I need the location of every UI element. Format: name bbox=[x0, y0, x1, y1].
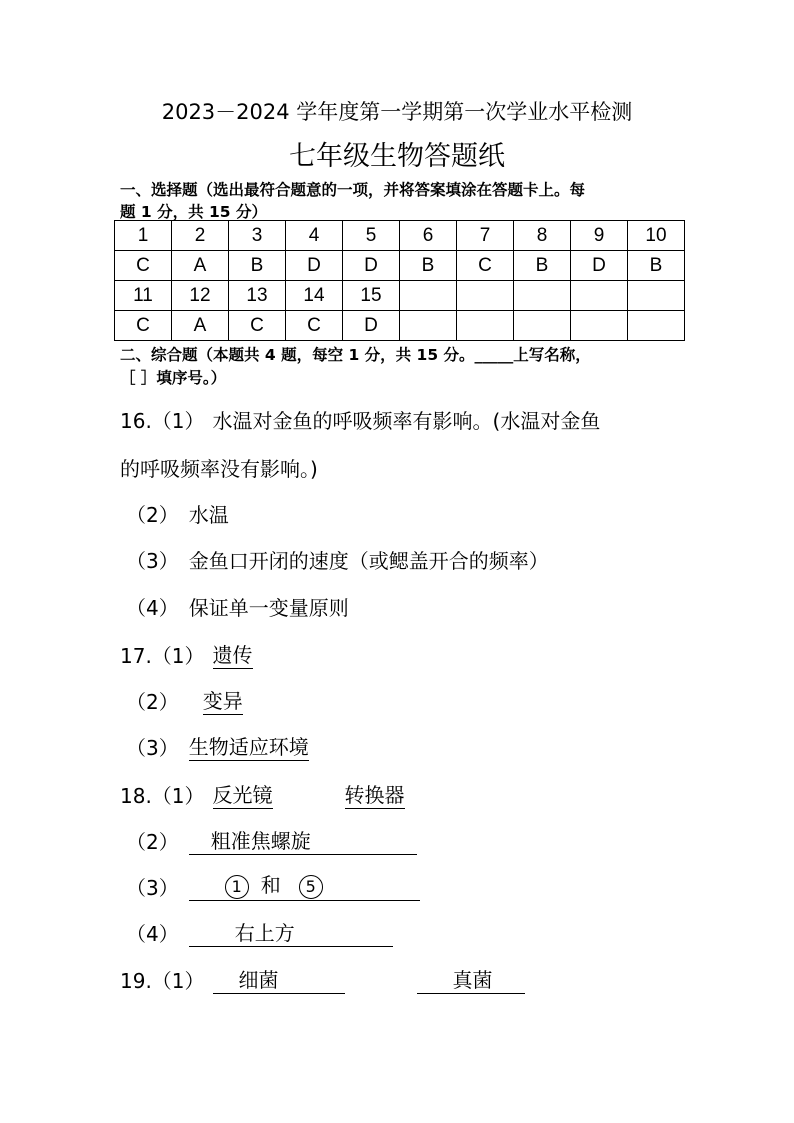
table-cell: 9 bbox=[571, 221, 628, 251]
circled-number-1: 1 bbox=[225, 875, 249, 899]
table-cell bbox=[400, 311, 457, 341]
q19-answer-1a-blank bbox=[213, 968, 345, 994]
table-cell: B bbox=[229, 251, 286, 281]
q17-part2-label: （2） bbox=[126, 690, 179, 714]
q16-part3-label: （3） bbox=[126, 549, 179, 573]
table-cell: D bbox=[286, 251, 343, 281]
table-cell: 14 bbox=[286, 281, 343, 311]
q17-line-3 bbox=[126, 732, 309, 761]
table-cell: 8 bbox=[514, 221, 571, 251]
table-cell: 10 bbox=[628, 221, 685, 251]
q19-answer-1b: 真菌 bbox=[452, 968, 493, 992]
table-cell: 5 bbox=[343, 221, 400, 251]
table-cell bbox=[514, 281, 571, 311]
q16-prefix: 16.（1） bbox=[120, 409, 205, 433]
table-row bbox=[115, 281, 685, 311]
table-row bbox=[115, 311, 685, 341]
q16-line-2 bbox=[126, 499, 229, 528]
q17-prefix: 17.（1） bbox=[120, 644, 205, 668]
table-cell bbox=[571, 281, 628, 311]
q17-answer-2: 变异 bbox=[202, 689, 243, 713]
q18-line-3 bbox=[126, 872, 420, 901]
q18-part4-label: （4） bbox=[126, 922, 179, 946]
table-cell: 3 bbox=[229, 221, 286, 251]
table-cell: 2 bbox=[172, 221, 229, 251]
table-cell bbox=[457, 281, 514, 311]
table-cell: C bbox=[457, 251, 514, 281]
q19-line-1 bbox=[120, 965, 525, 994]
table-cell: A bbox=[172, 251, 229, 281]
table-cell: 7 bbox=[457, 221, 514, 251]
table-cell bbox=[628, 311, 685, 341]
q18-answer-3-blank bbox=[189, 873, 420, 901]
table-cell: 12 bbox=[172, 281, 229, 311]
q16-answer-1: 水温对金鱼的呼吸频率有影响。(水温对金鱼 bbox=[212, 409, 601, 433]
q16-part2-label: （2） bbox=[126, 503, 179, 527]
q18-part2-label: （2） bbox=[126, 830, 179, 854]
section1-instructions-line1: 一、选择题（选出最符合题意的一项，并将答案填涂在答题卡上。每 bbox=[120, 181, 586, 199]
table-cell: 6 bbox=[400, 221, 457, 251]
table-cell bbox=[400, 281, 457, 311]
table-cell: 4 bbox=[286, 221, 343, 251]
q18-answer-1a: 反光镜 bbox=[212, 783, 273, 807]
q19-answer-1a: 细菌 bbox=[238, 968, 279, 992]
table-cell: D bbox=[343, 251, 400, 281]
q16-line-3 bbox=[126, 545, 549, 574]
table-cell: C bbox=[229, 311, 286, 341]
q16-line-4 bbox=[126, 592, 349, 621]
table-cell bbox=[628, 281, 685, 311]
q16-answer-2: 水温 bbox=[188, 503, 229, 527]
q17-line-1 bbox=[120, 640, 253, 669]
q19-answer-1b-blank bbox=[417, 968, 525, 994]
table-cell: B bbox=[514, 251, 571, 281]
q19-prefix: 19.（1） bbox=[120, 969, 205, 993]
q16-answer-3: 金鱼口开闭的速度（或鳃盖开合的频率） bbox=[188, 549, 549, 573]
table-cell: C bbox=[115, 251, 172, 281]
choice-answer-table bbox=[114, 220, 685, 341]
q18-and-text: 和 bbox=[260, 873, 281, 897]
table-cell: A bbox=[172, 311, 229, 341]
table-cell: B bbox=[628, 251, 685, 281]
q17-answer-3: 生物适应环境 bbox=[188, 735, 309, 759]
q17-part3-label: （3） bbox=[126, 736, 179, 760]
q18-answer-1b: 转换器 bbox=[344, 783, 405, 807]
q18-line-2 bbox=[126, 826, 417, 855]
q18-line-1 bbox=[120, 780, 405, 809]
table-cell: 1 bbox=[115, 221, 172, 251]
q18-part3-label: （3） bbox=[126, 876, 179, 900]
table-cell: 15 bbox=[343, 281, 400, 311]
section2-instructions-line1: 二、综合题（本题共 4 题，每空 1 分，共 15 分。_____上写名称， bbox=[120, 346, 591, 364]
table-cell: 11 bbox=[115, 281, 172, 311]
q18-answer-4: 右上方 bbox=[234, 921, 295, 945]
table-cell: B bbox=[400, 251, 457, 281]
table-cell: C bbox=[115, 311, 172, 341]
table-row bbox=[115, 251, 685, 281]
q17-answer-1: 遗传 bbox=[212, 643, 253, 667]
table-cell: D bbox=[571, 251, 628, 281]
q16-answer-4: 保证单一变量原则 bbox=[188, 596, 349, 620]
q16-part4-label: （4） bbox=[126, 596, 179, 620]
page-title: 七年级生物答题纸 bbox=[289, 141, 505, 172]
q18-prefix: 18.（1） bbox=[120, 784, 205, 808]
table-cell: 13 bbox=[229, 281, 286, 311]
q18-answer-2-blank bbox=[189, 829, 417, 855]
table-cell: D bbox=[343, 311, 400, 341]
q18-answer-2: 粗准焦螺旋 bbox=[210, 829, 311, 853]
circled-number-5: 5 bbox=[299, 875, 323, 899]
q16-line-1 bbox=[120, 405, 600, 434]
title-line-1: 2023－2024 学年度第一学期第一次学业水平检测 bbox=[161, 100, 633, 124]
q16-answer-1-cont: 的呼吸频率没有影响。) bbox=[120, 457, 318, 481]
q18-answer-4-blank bbox=[189, 921, 393, 947]
section2-instructions-line2: ［ ］填序号。） bbox=[120, 369, 227, 387]
table-cell bbox=[457, 311, 514, 341]
section1-instructions-line2: 题 1 分，共 15 分） bbox=[120, 203, 267, 221]
q18-line-4 bbox=[126, 918, 393, 947]
q17-line-2 bbox=[126, 686, 243, 715]
table-cell bbox=[571, 311, 628, 341]
table-row bbox=[115, 221, 685, 251]
table-cell bbox=[514, 311, 571, 341]
table-cell: C bbox=[286, 311, 343, 341]
